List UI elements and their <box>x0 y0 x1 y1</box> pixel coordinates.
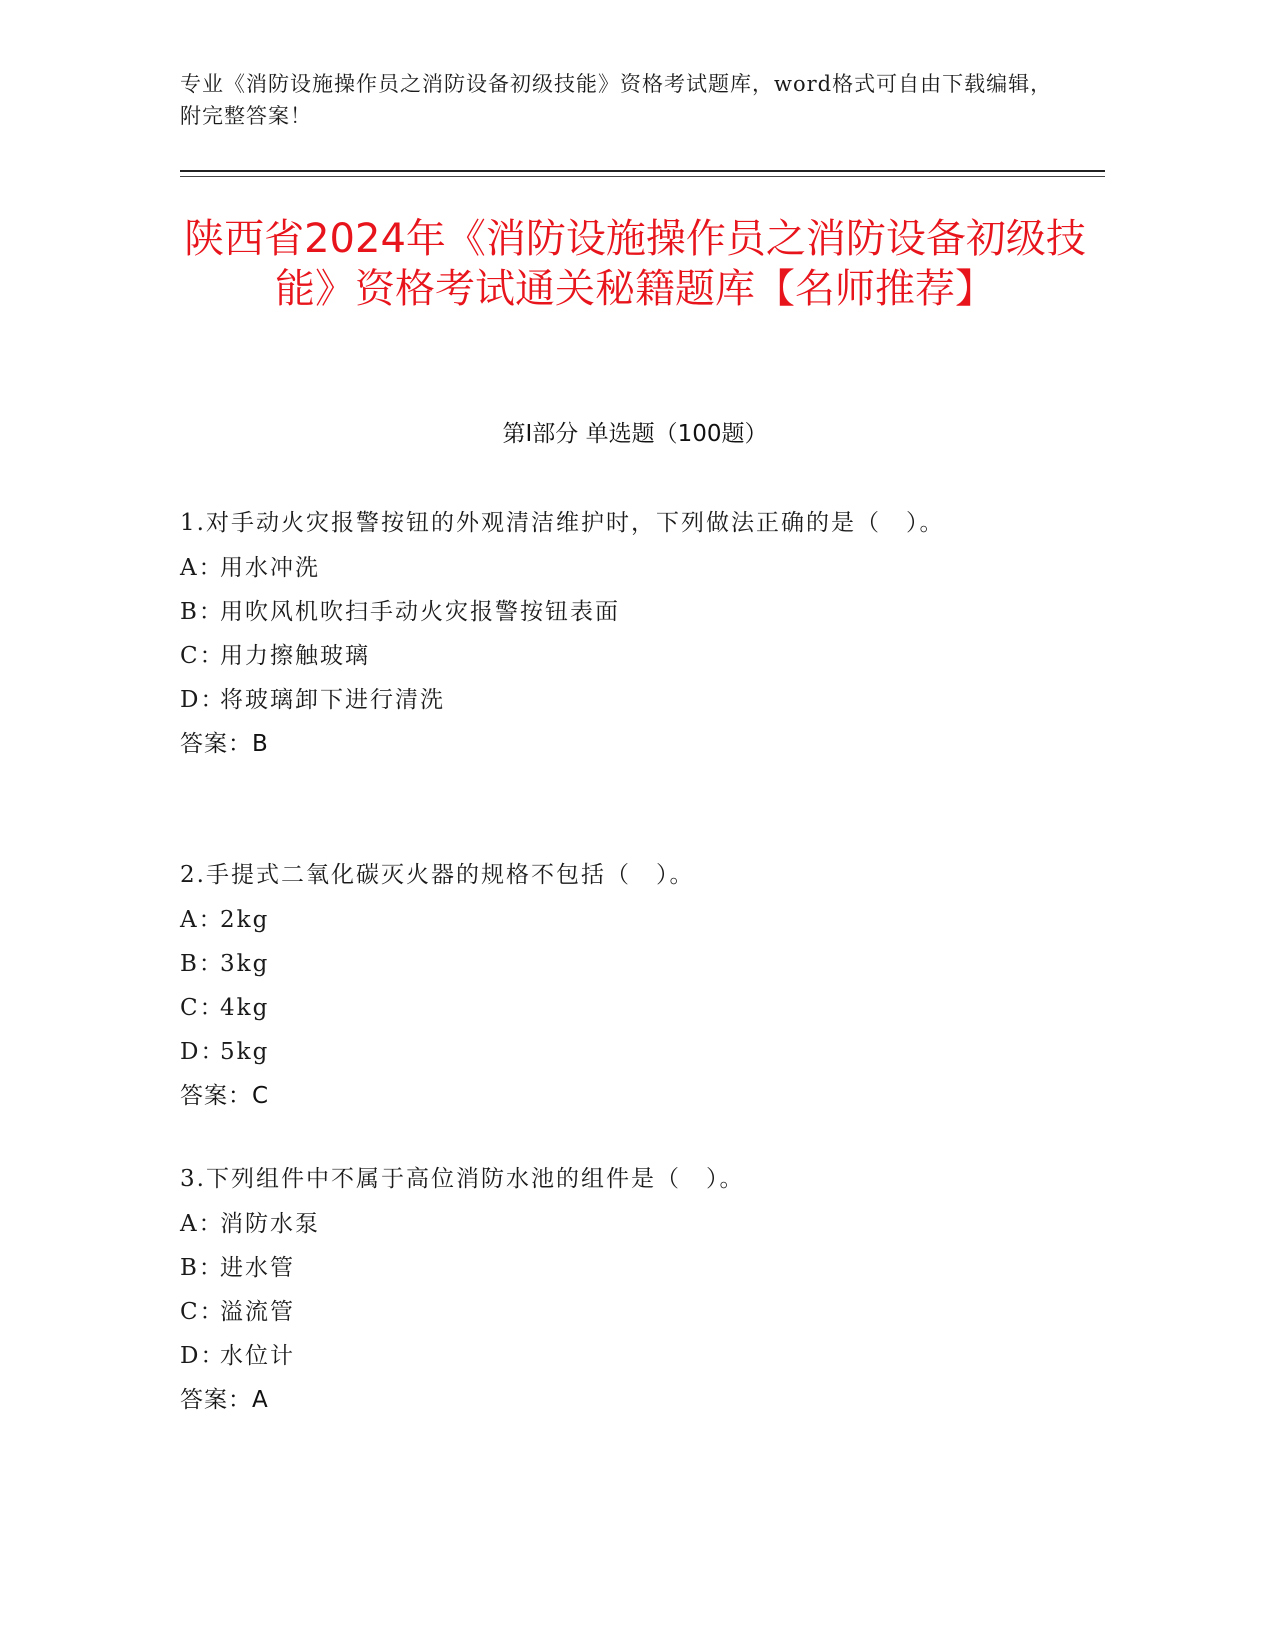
option-b <box>180 590 1030 634</box>
question-1 <box>180 500 1030 766</box>
option-d <box>180 678 1030 722</box>
option-letter: A： <box>180 1211 224 1237</box>
option-a <box>180 546 1030 590</box>
option-text: 3kg <box>220 951 270 977</box>
option-c <box>180 634 1030 678</box>
option-d <box>180 1334 1030 1378</box>
option-letter: C： <box>180 995 225 1021</box>
option-letter: A： <box>180 907 224 933</box>
question-stem: 3.下列组件中不属于高位消防水池的组件是（ ）。 <box>180 1166 745 1192</box>
question-stem: 1.对手动火灾报警按钮的外观清洁维护时，下列做法正确的是（ ）。 <box>180 510 945 536</box>
question-stem: 2.手提式二氧化碳灭火器的规格不包括（ ）。 <box>180 862 695 888</box>
option-c <box>180 986 1030 1030</box>
option-d <box>180 1030 1030 1074</box>
option-letter: C： <box>180 643 225 669</box>
option-letter: A： <box>180 555 224 581</box>
answer-line: 答案：C <box>180 1083 270 1109</box>
section-heading: 第Ⅰ部分 单选题（100题） <box>502 421 768 447</box>
option-letter: D： <box>180 1343 226 1369</box>
option-text: 5kg <box>220 1039 270 1065</box>
option-text: 将玻璃卸下进行清洗 <box>220 687 445 713</box>
answer-line: 答案：B <box>180 731 269 757</box>
option-letter: B： <box>180 1255 224 1281</box>
option-letter: B： <box>180 599 224 625</box>
answer-line: 答案：A <box>180 1387 269 1413</box>
option-letter: C： <box>180 1299 225 1325</box>
option-letter: B： <box>180 951 224 977</box>
option-text: 溢流管 <box>220 1299 295 1325</box>
header-note: 专业《消防设施操作员之消防设备初级技能》资格考试题库，word格式可自由下载编辑，附完整答案！ <box>180 72 1053 128</box>
question-3 <box>180 1156 1030 1422</box>
option-b <box>180 942 1030 986</box>
option-letter: D： <box>180 687 226 713</box>
option-c <box>180 1290 1030 1334</box>
option-text: 用力擦触玻璃 <box>220 643 370 669</box>
header-divider-thin <box>180 176 1105 177</box>
header-divider-thick <box>180 170 1105 172</box>
document-title: 陕西省2024年《消防设施操作员之消防设备初级技能》资格考试通关秘籍题库【名师推荐】 <box>184 216 1086 312</box>
option-text: 用水冲洗 <box>220 555 320 581</box>
option-a <box>180 1202 1030 1246</box>
option-a <box>180 898 1030 942</box>
option-text: 水位计 <box>220 1343 295 1369</box>
option-text: 消防水泵 <box>220 1211 320 1237</box>
option-text: 2kg <box>220 907 270 933</box>
question-2 <box>180 852 1030 1118</box>
option-b <box>180 1246 1030 1290</box>
option-text: 进水管 <box>220 1255 295 1281</box>
option-letter: D： <box>180 1039 226 1065</box>
option-text: 用吹风机吹扫手动火灾报警按钮表面 <box>220 599 620 625</box>
option-text: 4kg <box>220 995 270 1021</box>
